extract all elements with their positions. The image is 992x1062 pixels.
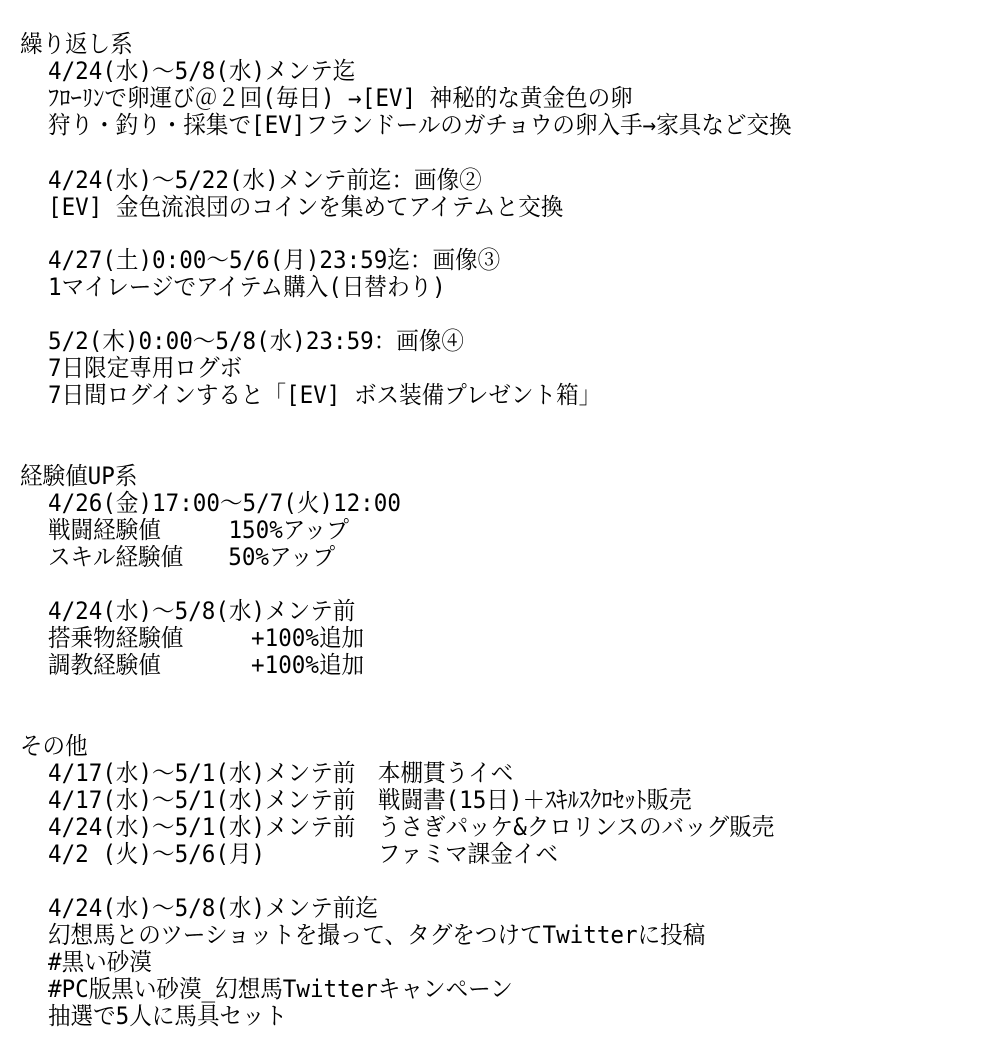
text-line: 戦闘経験値 150%アップ bbox=[48, 516, 349, 544]
text-line: 4/24(水)～5/1(水)メンテ前 うさぎパッケ&クロリンスのバッグ販売 bbox=[48, 813, 775, 841]
text-line: 4/2 (火)～5/6(月) ファミマ課金イベ bbox=[48, 840, 558, 868]
text-line: ﾌﾛｰﾘﾝで卵運び＠２回(毎日) →[EV] 神秘的な黄金色の卵 bbox=[48, 84, 633, 112]
hashtag-line: #黒い砂漠 bbox=[48, 948, 152, 976]
text-line: 4/26(金)17:00～5/7(火)12:00 bbox=[48, 489, 401, 517]
hashtag-line: #PC版黒い砂漠_幻想馬Twitterキャンペーン bbox=[48, 975, 513, 1003]
text-line: 抽選で5人に馬具セット bbox=[48, 1002, 288, 1030]
text-line: 4/24(水)～5/22(水)メンテ前迄：画像② bbox=[48, 166, 482, 194]
text-line: 4/24(水)～5/8(水)メンテ前迄 bbox=[48, 894, 378, 922]
text-line: 4/24(水)～5/8(水)メンテ迄 bbox=[48, 57, 356, 85]
text-line: 4/27(土)0:00～5/6(月)23:59迄：画像③ bbox=[48, 246, 501, 274]
text-line: [EV] 金色流浪団のコインを集めてアイテムと交換 bbox=[48, 193, 564, 221]
text-line: 4/17(水)～5/1(水)メンテ前 戦闘書(15日)＋ｽｷﾙｽｸﾛｾｯﾄ販売 bbox=[48, 786, 692, 814]
text-line: 7日限定専用ログボ bbox=[48, 354, 243, 382]
text-line: 狩り・釣り・採集で[EV]フランドールのガチョウの卵入手→家具など交換 bbox=[48, 111, 792, 139]
text-line: 幻想馬とのツーショットを撮って、タグをつけてTwitterに投稿 bbox=[48, 921, 706, 949]
text-line: 5/2(木)0:00～5/8(水)23:59：画像④ bbox=[48, 327, 464, 355]
text-line: スキル経験値 50%アップ bbox=[48, 543, 336, 571]
section-title-exp-up: 経験値UP系 bbox=[20, 462, 138, 490]
section-title-repeat: 繰り返し系 bbox=[20, 30, 133, 58]
text-line: 調教経験値 +100%追加 bbox=[48, 651, 365, 679]
text-line: 4/24(水)～5/8(水)メンテ前 bbox=[48, 597, 356, 625]
text-line: 7日間ログインすると「[EV] ボス装備プレゼント箱」 bbox=[48, 381, 602, 409]
section-title-other: その他 bbox=[20, 732, 88, 760]
text-line: 搭乗物経験値 +100%追加 bbox=[48, 624, 365, 652]
text-line: 4/17(水)～5/1(水)メンテ前 本棚貫うイベ bbox=[48, 759, 514, 787]
text-line: 1マイレージでアイテム購入(日替わり) bbox=[48, 273, 446, 301]
